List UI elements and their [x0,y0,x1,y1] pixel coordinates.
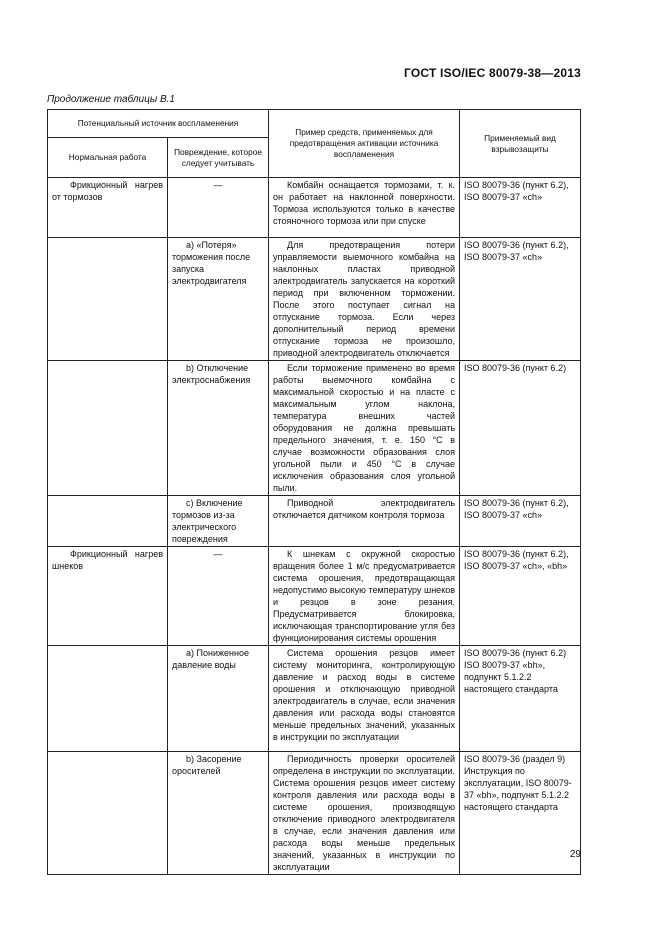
header-protection-type: Применяемый вид взрывозащиты [460,110,581,178]
table-row [48,752,581,875]
page-number: 29 [569,849,581,860]
header-damage-to-consider: Повреждение, которое следует учитывать [168,138,269,178]
table-row [48,547,581,646]
cell-protection: ISO 80079-36 (пункт 6.2), ISO 80079-37 «ch» [460,496,581,547]
safety-table [47,109,581,875]
header-potential-source: Потенциальный источник воспламенения [48,110,269,138]
cell-damage: а) Пониженное давление воды [168,646,269,752]
cell-normal-operation: Фрикционный нагрев шнеков [48,547,168,646]
cell-prevention: Если торможение применено во время работы выемочного комбайна с максимальной скоростью и на пласте с максимальным углом наклона, температура внешних частей оборудования не должна превышать предельного значения, т. е. 150 °C в случае возможности образования слоя угольной пыли и 450 °C в случае исключения образования слоя угольной пыли. [269,361,460,496]
header-normal-operation: Нормальная работа [48,138,168,178]
cell-prevention: Периодичность проверки оросителей определена в инструкции по эксплуатации. Система орошения резцов имеет систему контроля давления или расхода воды в системе орошения, производящую отключение приводного электродвигателя в случае, если значения давления или расхода воды меньше предельных значений, указанных в инструкции по эксплуатации [269,752,460,875]
cell-normal-operation [48,496,168,547]
table-row [48,238,581,361]
cell-normal-operation: Фрикционный нагрев от тормозов [48,178,168,238]
cell-prevention: Для предотвращения потери управляемости выемочного комбайна на наклонных пластах приводной электродвигатель запускается на короткий период при включенном торможении. После этого поступает сигнал на отпускание тормоза. Если через дополнительный период времени отпускание тормоза не произошло, приводной электродвигатель отключается [269,238,460,361]
cell-normal-operation [48,361,168,496]
header-prevention-example: Пример средств, применяемых для предотвращения активации источника воспламенения [269,110,460,178]
cell-damage: b) Засорение оросителей [168,752,269,875]
cell-prevention: К шнекам с окружной скоростью вращения более 1 м/с предусматривается система орошения, предотвращающая недопустимо высокую температуру шнеков и резцов в зоне резания. Предусматривается блокировка, исключающая транспортирование угля без функционирования системы орошения [269,547,460,646]
table-row [48,646,581,752]
table-caption: Продолжение таблицы В.1 [47,94,175,105]
cell-damage: а) «Потеря» торможения после запуска электродвигателя [168,238,269,361]
cell-prevention: Приводной электродвигатель отключается датчиком контроля тормоза [269,496,460,547]
table-row [48,361,581,496]
cell-protection: ISO 80079-36 (пункт 6.2), ISO 80079-37 «ch», «bh» [460,547,581,646]
document-code: ГОСТ ISO/IEC 80079-38—2013 [404,66,581,80]
cell-protection: ISO 80079-36 (пункт 6.2), ISO 80079-37 «ch» [460,178,581,238]
cell-protection: ISO 80079-36 (пункт 6.2) [460,361,581,496]
cell-damage: b) Отключение электроснабжения [168,361,269,496]
cell-protection: ISO 80079-36 (пункт 6.2), ISO 80079-37 «ch» [460,238,581,361]
table-row [48,178,581,238]
cell-prevention: Комбайн оснащается тормозами, т. к. он работает на наклонной поверхности. Тормоза используются только в качестве стояночного тормоза или при спуске [269,178,460,238]
cell-prevention: Система орошения резцов имеет систему мониторинга, контролирующую давление и расход воды в системе орошения и отключающую приводной электродвигатель в случае, если значения давления или расхода воды становятся меньше предельных значений, указанных в инструкции по эксплуатации [269,646,460,752]
cell-damage: — [168,178,269,238]
cell-damage: — [168,547,269,646]
cell-normal-operation [48,752,168,875]
table-row [48,496,581,547]
cell-normal-operation [48,238,168,361]
cell-protection: ISO 80079-36 (пункт 6.2) ISO 80079-37 «bh», подпункт 5.1.2.2 настоящего стандарта [460,646,581,752]
cell-protection: ISO 80079-36 (раздел 9) Инструкция по эксплуатации, ISO 80079-37 «bh», подпункт 5.1.2.2 настоящего стандарта [460,752,581,875]
cell-normal-operation [48,646,168,752]
cell-damage: с) Включение тормозов из-за электрического повреждения [168,496,269,547]
